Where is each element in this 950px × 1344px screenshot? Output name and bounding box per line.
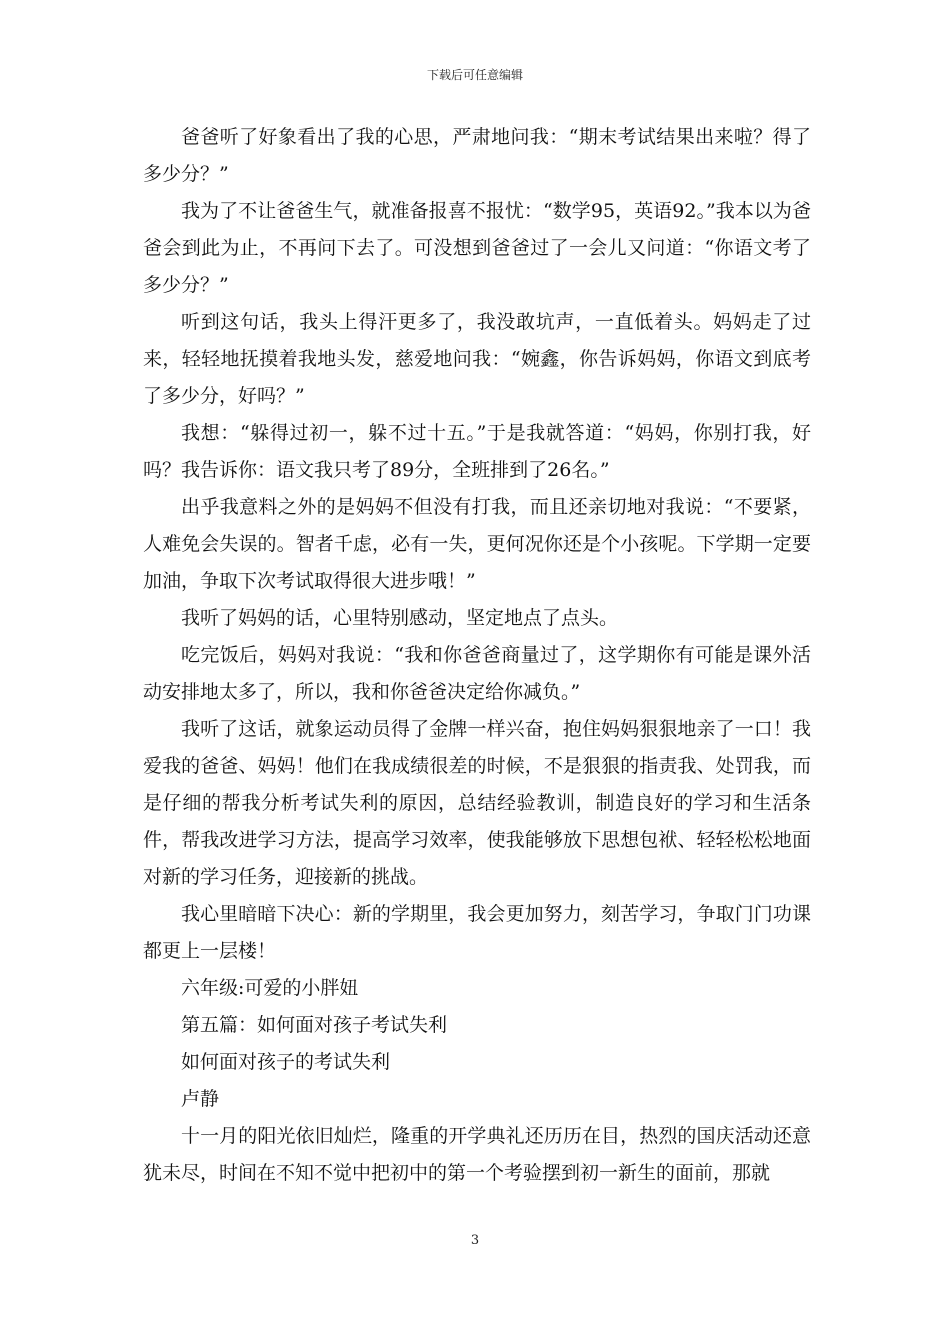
paragraph-1: 爸爸听了好象看出了我的心思，严肃地问我：“期末考试结果出来啦？得了多少分？”	[143, 126, 811, 185]
paragraph-4: 我想：“躲得过初一，躲不过十五。”于是我就答道：“妈妈，你别打我，好吗？我告诉你：语文我只考了89分，全班排到了26名。”	[143, 422, 811, 481]
paragraph-3: 听到这句话，我头上得汗更多了，我没敢坑声，一直低着头。妈妈走了过来，轻轻地抚摸着我地头发，慈爱地问我：“婉鑫，你告诉妈妈，你语文到底考了多少分，好吗？”	[143, 311, 811, 407]
paragraph-10: 十一月的阳光依旧灿烂，隆重的开学典礼还历历在目，热烈的国庆活动还意犹未尽，时间在不知不觉中把初中的第一个考验摆到初一新生的面前，那就	[143, 1125, 811, 1184]
document-body	[143, 119, 811, 1192]
article-title: 如何面对孩子的考试失利	[181, 1051, 391, 1073]
paragraph-2: 我为了不让爸爸生气，就准备报喜不报忧：“数学95，英语92。”我本以为爸爸会到此为止，不再问下去了。可没想到爸爸过了一会儿又问道：“你语文考了多少分？”	[143, 200, 811, 296]
byline-grade: 六年级:可爱的小胖妞	[181, 977, 359, 999]
page-header-note: 下载后可任意编辑	[426, 68, 523, 82]
page-number: 3	[470, 1233, 480, 1248]
paragraph-9: 我心里暗暗下决心：新的学期里，我会更加努力，刻苦学习，争取门门功课都更上一层楼！	[143, 903, 811, 962]
article-author: 卢静	[181, 1088, 220, 1110]
paragraph-6: 我听了妈妈的话，心里特别感动，坚定地点了点头。	[181, 607, 619, 629]
section-heading: 第五篇：如何面对孩子考试失利	[181, 1014, 448, 1036]
paragraph-8: 我听了这话，就象运动员得了金牌一样兴奋，抱住妈妈狠狠地亲了一口！我爱我的爸爸、妈妈！他们在我成绩很差的时候，不是狠狠的指责我、处罚我，而是仔细的帮我分析考试失利的原因，总结经验教训，制造良好的学习和生活条件，帮我改进学习方法，提高学习效率，使我能够放下思想包袱、轻轻松松地面对新的学习任务，迎接新的挑战。	[143, 718, 811, 888]
paragraph-5: 出乎我意料之外的是妈妈不但没有打我，而且还亲切地对我说：“不要紧，人难免会失误的。智者千虑，必有一失，更何况你还是个小孩呢。下学期一定要加油，争取下次考试取得很大进步哦！”	[143, 496, 811, 592]
paragraph-7: 吃完饭后，妈妈对我说：“我和你爸爸商量过了，这学期你有可能是课外活动安排地太多了，所以，我和你爸爸决定给你减负。”	[143, 644, 811, 703]
